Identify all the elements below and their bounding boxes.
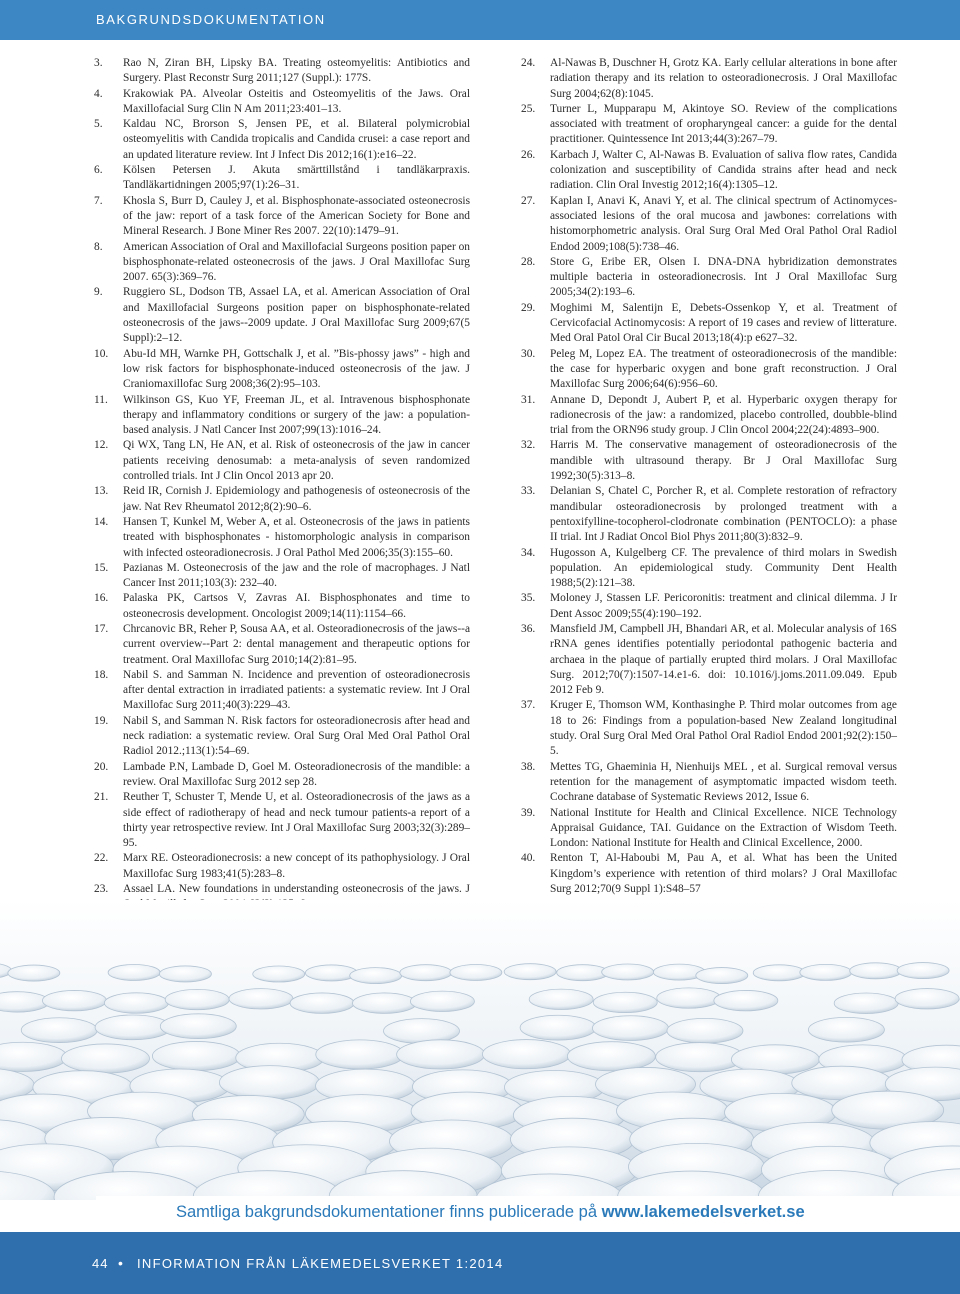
pill-shape xyxy=(567,1042,655,1071)
pill-shape xyxy=(808,1017,884,1042)
reference-number: 11. xyxy=(94,393,108,406)
reference-item xyxy=(94,851,470,882)
reference-item xyxy=(94,87,470,118)
reference-item xyxy=(94,163,470,194)
reference-item xyxy=(94,438,470,484)
pill-shape xyxy=(592,1016,668,1041)
footer-banner-text xyxy=(176,1203,805,1222)
pill-shape xyxy=(656,1043,744,1072)
reference-number: 36. xyxy=(521,622,536,635)
reference-number: 19. xyxy=(94,714,109,727)
reference-number: 26. xyxy=(521,148,536,161)
reference-text: Lambade P.N, Lambade D, Goel M. Osteoradionecrosis of the mandible: a review. Oral Maxillofac Surg 2012 sep 28. xyxy=(123,760,470,788)
reference-number: 13. xyxy=(94,485,109,498)
reference-number: 35. xyxy=(521,592,536,605)
reference-number: 17. xyxy=(94,622,109,635)
pill-shape xyxy=(520,1015,596,1040)
pill-shape xyxy=(8,965,60,981)
pill-shape xyxy=(753,965,805,981)
pill-shape xyxy=(529,989,593,1009)
reference-text: Kaplan I, Anavi K, Anavi Y, et al. The clinical spectrum of Actinomyces-associated lesions of the oral mucosa and jawbones: correlations with histomorphometric analysis. Oral Surg Oral Med Oral Pathol Oral Radiol Endod 2009;108(5):738–46. xyxy=(550,194,897,253)
reference-number: 27. xyxy=(521,194,536,207)
reference-item xyxy=(94,622,470,668)
reference-text: Delanian S, Chatel C, Porcher R, et al. Complete restoration of refractory mandibular osteoradionecrosis by prolonged treatment with a pentoxifylline-tocopherol-clodronate combination (PENTOCLO): a phase II trial. Int J Radiat Oncol Biol Phys 2011;80(3):832–9. xyxy=(550,485,897,544)
reference-number: 15. xyxy=(94,561,109,574)
reference-item xyxy=(521,591,897,622)
reference-text: Pazianas M. Osteonecrosis of the jaw and the role of macrophages. J Natl Cancer Inst 2011;103(3): 232–40. xyxy=(123,561,470,590)
reference-text: American Association of Oral and Maxillofacial Surgeons position paper on bisphosphonate-related osteonecrosis of the jaws. J Oral Maxillofac Surg 2007. 65(3):369–76. xyxy=(123,240,470,284)
reference-item xyxy=(94,194,470,240)
reference-number: 40. xyxy=(521,852,536,865)
pill-shape xyxy=(696,968,748,984)
pill-shape xyxy=(602,964,654,980)
pill-shape xyxy=(482,1040,570,1069)
reference-text: Karbach J, Walter C, Al-Nawas B. Evaluation of saliva flow rates, Candida colonization and susceptibility of Candida strains after head and neck radiation. Clin Oral Investig 2012;16(4):1305–12. xyxy=(550,148,897,192)
reference-number: 33. xyxy=(521,485,536,498)
reference-number: 12. xyxy=(94,439,109,452)
pills-photo xyxy=(0,900,960,1200)
reference-text: Chrcanovic BR, Reher P, Sousa AA, et al. Osteoradionecrosis of the jaws--a current overview--Part 2: dental management and therapeutic options for treatment. Oral Maxillofac Surg 2010;14(2):81–95. xyxy=(123,622,470,666)
reference-text: Khosla S, Burr D, Cauley J, et al. Bisphosphonate-associated osteonecrosis of the jaw: report of a task force of the American Society for Bone and Mineral Research. J Bone Miner Res 2007. 22(10):1479–91. xyxy=(123,194,470,238)
bottom-bar xyxy=(0,1232,960,1294)
pill-shape xyxy=(104,993,168,1013)
pill-shape xyxy=(397,1040,485,1069)
reference-number: 5. xyxy=(94,118,103,131)
reference-number: 37. xyxy=(521,699,536,712)
reference-text: Harris M. The conservative management of osteoradionecrosis of the mandible with ultrasound therapy. Br J Oral Maxillofac Surg 1992;30(5):313–8. xyxy=(550,439,897,483)
header-bar xyxy=(0,0,960,40)
pill-shape xyxy=(219,1066,319,1100)
reference-text: Reuther T, Schuster T, Mende U, et al. Osteoradionecrosis of the jaws as a side effect of radiotherapy of head and neck tumour patients-a report of a thirty year retrospective review. Int J Oral Maxillofac Surg 2003;32(3):289–95. xyxy=(123,791,471,850)
reference-item xyxy=(94,56,470,87)
pill-shape xyxy=(400,965,452,981)
pill-shape xyxy=(305,965,357,981)
reference-number: 3. xyxy=(94,57,103,69)
reference-text: Hugosson A, Kulgelberg CF. The prevalence of third molars in Swedish population. An epidemiological study. Community Dent Health 1988;5(2):121–38. xyxy=(550,546,897,590)
reference-number: 22. xyxy=(94,852,109,865)
reference-item xyxy=(521,301,897,347)
reference-number: 24. xyxy=(521,57,536,69)
reference-number: 31. xyxy=(521,393,536,406)
reference-item xyxy=(521,806,897,852)
banner-text: Samtliga bakgrundsdokumentationer finns publicerade på xyxy=(176,1203,602,1221)
reference-number: 4. xyxy=(94,87,103,100)
bullet-separator: • xyxy=(118,1255,123,1271)
reference-item xyxy=(521,194,897,255)
reference-number: 6. xyxy=(94,164,103,177)
publication-title: INFORMATION FRÅN LÄKEMEDELSVERKET 1:2014 xyxy=(137,1256,504,1271)
reference-item xyxy=(94,347,470,393)
pill-shape xyxy=(504,964,556,980)
pill-shape xyxy=(897,963,949,979)
reference-number: 32. xyxy=(521,439,536,452)
reference-item xyxy=(94,790,470,851)
reference-item xyxy=(94,484,470,515)
reference-number: 8. xyxy=(94,240,103,253)
reference-text: Ruggiero SL, Dodson TB, Assael LA, et al. American Association of Oral and Maxillofacial Surgeons position paper on bisphosphonate-related osteonecrosis of the jaws--2009 update. J Oral Maxillofac Surg 2009;67(5 Suppl):2–12. xyxy=(123,286,470,345)
website-link[interactable]: www.lakemedelsverket.se xyxy=(601,1203,805,1221)
reference-text: Qi WX, Tang LN, He AN, et al. Risk of osteonecrosis of the jaw in cancer patients receiving denosumab: a meta-analysis of seven randomized controlled trials. Int J Clin Oncol 2013 apr 20. xyxy=(123,439,470,483)
reference-item xyxy=(521,484,897,545)
reference-text: Marx RE. Osteoradionecrosis: a new concept of its pathophysiology. J Oral Maxillofac Surg 1983;41(5):283–8. xyxy=(123,852,470,880)
reference-number: 18. xyxy=(94,668,109,681)
reference-item xyxy=(94,561,470,592)
page-number: 44 xyxy=(92,1256,109,1271)
pills-image xyxy=(0,900,960,1200)
reference-item xyxy=(521,347,897,393)
pill-shape xyxy=(667,1018,743,1043)
reference-number: 39. xyxy=(521,806,536,819)
reference-text: Peleg M, Lopez EA. The treatment of osteoradionecrosis of the mandible: the case for hyperbaric oxygen and bone graft reconstruction. J Oral Maxillofac Surg 2006;64(6):956–60. xyxy=(550,347,897,391)
pill-shape xyxy=(152,1041,240,1070)
pill-shape xyxy=(834,993,898,1013)
reference-text: Store G, Eribe ER, Olsen I. DNA-DNA hybridization demonstrates multiple bacteria in osteoradionecrosis. Int J Oral Maxillofac Surg 2005;34(2):193–6. xyxy=(550,255,897,299)
reference-number: 23. xyxy=(94,883,109,896)
pill-shape xyxy=(593,992,657,1012)
pill-shape xyxy=(21,1018,97,1043)
reference-text: Al-Nawas B, Duschner H, Grotz KA. Early cellular alterations in bone after radiation therapy and its relation to osteoradionecrosis. J Oral Maxillofac Surg 2004;62(8):1045. xyxy=(550,57,897,100)
reference-item xyxy=(521,698,897,759)
reference-item xyxy=(521,148,897,194)
reference-item xyxy=(94,240,470,286)
reference-item xyxy=(94,760,470,791)
reference-item xyxy=(94,668,470,714)
reference-item xyxy=(521,102,897,148)
reference-item xyxy=(94,285,470,346)
pill-shape xyxy=(800,964,852,980)
reference-text: Turner L, Mupparapu M, Akintoye SO. Review of the complications associated with treatment of oropharyngeal cancer: a guide for the dental practitioner. Quintessence Int 2013;44(3):267–79. xyxy=(550,102,897,146)
reference-number: 7. xyxy=(94,194,103,207)
pill-shape xyxy=(410,991,474,1011)
section-title: BAKGRUNDSDOKUMENTATION xyxy=(96,12,326,27)
reference-item xyxy=(94,591,470,622)
reference-number: 10. xyxy=(94,347,109,360)
pill-shape xyxy=(42,990,106,1010)
reference-text: Renton T, Al-Haboubi M, Pau A, et al. What has been the United Kingdom’s experience with retention of third molars? J Oral Maxillofac Surg 2012;70(9 Suppl 1):S48–57 xyxy=(550,852,897,896)
reference-text: Hansen T, Kunkel M, Weber A, et al. Osteonecrosis of the jaws in patients treated with bisphosphonates - histomorphologic analysis in comparison with infected osteoradionecrosis. J Oral Pathol Med 2006;35(3):155–60. xyxy=(123,515,470,559)
reference-text: Mettes TG, Ghaeminia H, Nienhuijs MEL , et al. Surgical removal versus retention for the management of asymptomatic impacted wisdom teeth. Cochrane database of Systematic Reviews 2012, Issue 6. xyxy=(550,760,897,804)
pill-shape xyxy=(290,993,354,1013)
reference-item xyxy=(94,117,470,163)
footer-banner xyxy=(96,1196,960,1232)
reference-text: Rao N, Ziran BH, Lipsky BA. Treating osteomyelitis: Antibiotics and Surgery. Plast Reconstr Surg 2011;127 (Suppl.): 177S. xyxy=(123,57,470,85)
reference-text: Reid IR, Cornish J. Epidemiology and pathogenesis of osteonecrosis of the jaw. Nat Rev Rheumatol 2012;8(2):90–6. xyxy=(123,485,470,513)
pill-shape xyxy=(95,1015,171,1040)
pill-shape xyxy=(657,988,721,1008)
reference-number: 34. xyxy=(521,546,536,559)
reference-text: Mansfield JM, Campbell JH, Bhandari AR, et al. Molecular analysis of 16S rRNA genes identifies potentially periodontal pathogenic bacteria and archaea in the plaque of partially erupted third molars. J Oral Maxillofac Surg. 2012;70(7):1507-14.e1-6. doi: 10.1016/j.joms.2011.09.049. Epub 2012 Feb 9. xyxy=(550,622,897,697)
reference-number: 14. xyxy=(94,515,109,528)
reference-item xyxy=(521,438,897,484)
references-left-column xyxy=(94,56,470,913)
pill-shape xyxy=(108,964,160,980)
reference-number: 25. xyxy=(521,102,536,115)
reference-number: 28. xyxy=(521,255,536,268)
reference-item xyxy=(94,714,470,760)
reference-number: 9. xyxy=(94,286,103,299)
reference-item xyxy=(521,760,897,806)
pill-shape xyxy=(165,989,229,1009)
pill-shape xyxy=(895,989,959,1009)
reference-number: 21. xyxy=(94,791,109,804)
reference-number: 30. xyxy=(521,347,536,360)
reference-number: 20. xyxy=(94,760,109,773)
pill-shape xyxy=(352,993,416,1013)
reference-text: Abu-Id MH, Warnke PH, Gottschalk J, et al. ”Bis-phossy jaws” - high and low risk factors for bisphosphonate-induced osteonecrosis of the jaw. J Craniomaxillofac Surg 2008;36(2):95–103. xyxy=(123,347,470,391)
reference-text: Kaldau NC, Brorson S, Jensen PE, et al. Bilateral polymicrobial osteomyelitis with Candida tropicalis and Candida crusei: a case report and an updated literature review. Int J Infect Dis 2012;16(1):e16–22. xyxy=(123,118,470,161)
reference-item xyxy=(521,622,897,698)
reference-item xyxy=(94,515,470,561)
pill-shape xyxy=(714,990,778,1010)
pill-shape xyxy=(316,1040,404,1069)
pill-shape xyxy=(61,1044,149,1073)
reference-item xyxy=(521,255,897,301)
reference-text: Nabil S, and Samman N. Risk factors for osteoradionecrosis after head and neck radiation: a systematic review. Oral Surg Oral Med Oral Pathol Oral Radiol 2012.;113(1):54–69. xyxy=(123,714,470,758)
pill-shape xyxy=(160,1014,236,1039)
reference-text: Annane D, Depondt J, Aubert P, et al. Hyperbaric oxygen therapy for radionecrosis of the jaw: a randomized, placebo controlled, doubble-blind trial from the ORN96 study group. J Clin Oncol 2004;22(24):4893–900. xyxy=(550,393,897,437)
reference-text: Moghimi M, Salentijn E, Debets-Ossenkop Y, et al. Treatment of Cervicofacial Actinomycosis: A report of 19 cases and review of litterature. Med Oral Patol Oral Cir Bucal 2013;18(4):p e627–32. xyxy=(550,301,897,345)
pill-shape xyxy=(450,965,502,981)
reference-number: 38. xyxy=(521,760,536,773)
reference-text: Moloney J, Stassen LF. Pericoronitis: treatment and clinical dilemma. J Ir Dent Assoc 2009;55(4):190–192. xyxy=(550,592,897,620)
reference-text: Wilkinson GS, Kuo YF, Freeman JL, et al. Intravenous bisphosphonate therapy and inflammatory conditions or surgery of the jaw: a population-based analysis. J Natl Cancer Inst 2007;99(13):1016–24. xyxy=(123,393,470,437)
pill-shape xyxy=(229,989,293,1009)
pill-shape xyxy=(159,966,211,982)
reference-number: 16. xyxy=(94,592,109,605)
reference-text: Assael LA. New foundations in understanding osteonecrosis of the jaws. J xyxy=(123,883,470,896)
references-right-column xyxy=(521,56,897,897)
reference-text: Kruger E, Thomson WM, Konthasinghe P. Third molar outcomes from age 18 to 26: Findings from a population-based New Zealand longitudinal study. Oral Surg Oral Med Oral Pathol Oral Radiol Endod 2001;92(2):150–5. xyxy=(550,699,897,758)
reference-item xyxy=(521,393,897,439)
reference-number: 29. xyxy=(521,301,536,314)
reference-item xyxy=(94,393,470,439)
reference-text: Nabil S. and Samman N. Incidence and prevention of osteoradionecrosis after dental extraction in irradiated patients: a systematic review. Int J Oral Maxillofac Surg 2011;40(3):229–43. xyxy=(123,668,470,712)
reference-text: Palaska PK, Cartsos V, Zavras AI. Bisphosphonates and time to osteonecrosis development. Oncologist 2009;14(11):1154–66. xyxy=(123,592,470,620)
pill-shape xyxy=(253,966,305,982)
reference-text: Krakowiak PA. Alveolar Osteitis and Osteomyelitis of the Jaws. Oral Maxillofacial Surg Clin N Am 2011;23:401–13. xyxy=(123,87,470,115)
pill-shape xyxy=(850,963,902,979)
reference-text: Kölsen Petersen J. Akuta smärttillstånd i tandläkarpraxis. Tandläkartidningen 2005;97(1):26–31. xyxy=(123,164,470,192)
reference-item xyxy=(521,56,897,102)
pill-shape xyxy=(350,968,402,984)
reference-item xyxy=(521,851,897,897)
reference-item xyxy=(521,546,897,592)
reference-text: National Institute for Health and Clinical Excellence. NICE Technology Appraisal Guidance, TAI. Guidance on the Extraction of Wisdom Teeth. London: National Institute for Health and Clinical Excellence, 2000. xyxy=(550,806,897,850)
pill-shape xyxy=(557,965,609,981)
